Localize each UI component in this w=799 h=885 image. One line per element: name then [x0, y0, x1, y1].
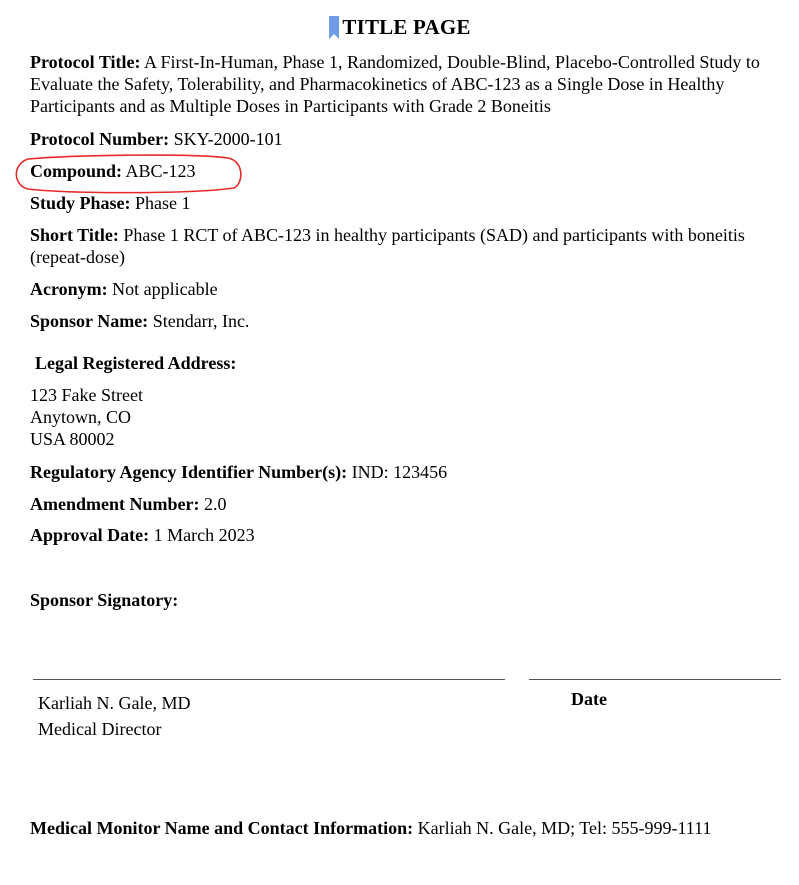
annotation-circle [12, 153, 244, 197]
address-line-2: Anytown, CO [30, 407, 132, 427]
compound-label: Compound: [30, 161, 123, 181]
regulatory-id-field [30, 461, 780, 483]
sponsor-signatory-field [30, 589, 780, 611]
page-title: TITLE PAGE [342, 15, 471, 39]
sponsor-signatory-label: Sponsor Signatory: [30, 590, 179, 610]
approval-date-value: 1 March 2023 [153, 525, 255, 545]
signature-line [33, 679, 505, 680]
study-phase-field [30, 192, 780, 214]
medical-monitor-label: Medical Monitor Name and Contact Information: [30, 818, 414, 838]
approval-date-label: Approval Date: [30, 525, 150, 545]
approval-date-field [30, 524, 780, 546]
regulatory-id-value: IND: 123456 [351, 462, 448, 482]
acronym-field [30, 278, 780, 300]
medical-monitor-value: Karliah N. Gale, MD; Tel: 555-999-1111 [417, 818, 712, 838]
short-title-value: Phase 1 RCT of ABC-123 in healthy participants (SAD) and participants with boneitis (repeat-dose) [30, 225, 745, 267]
medical-monitor-field [30, 817, 790, 839]
amendment-number-field [30, 493, 780, 515]
signatory-name: Karliah N. Gale, MD [38, 693, 191, 713]
date-label: Date [571, 689, 607, 709]
short-title-field [30, 224, 780, 268]
sponsor-name-field [30, 310, 780, 332]
study-phase-label: Study Phase: [30, 193, 131, 213]
amendment-number-label: Amendment Number: [30, 494, 200, 514]
protocol-number-field [30, 128, 780, 150]
compound-value: ABC-123 [125, 161, 196, 181]
short-title-label: Short Title: [30, 225, 119, 245]
date-line [529, 679, 781, 680]
protocol-title-field [30, 51, 780, 117]
address-line-3: USA 80002 [30, 429, 115, 449]
protocol-number-label: Protocol Number: [30, 129, 170, 149]
acronym-label: Acronym: [30, 279, 108, 299]
legal-address-label: Legal Registered Address: [35, 353, 237, 373]
sponsor-name-value: Stendarr, Inc. [152, 311, 250, 331]
amendment-number-value: 2.0 [203, 494, 227, 514]
regulatory-id-label: Regulatory Agency Identifier Number(s): [30, 462, 348, 482]
study-phase-value: Phase 1 [135, 193, 191, 213]
signatory-role: Medical Director [38, 719, 162, 739]
address-line-1: 123 Fake Street [30, 385, 143, 405]
legal-address-heading [35, 352, 785, 374]
protocol-title-label: Protocol Title: [30, 52, 141, 72]
bookmark-icon[interactable] [328, 16, 340, 40]
protocol-number-value: SKY-2000-101 [173, 129, 283, 149]
sponsor-name-label: Sponsor Name: [30, 311, 149, 331]
title-header [0, 15, 799, 45]
protocol-title-value: A First-In-Human, Phase 1, Randomized, Double-Blind, Placebo-Controlled Study to Evaluate the Safety, Tolerability, and Pharmacokinetics of ABC-123 as a Single Dose in Healthy Participants and as Multiple Doses in Participants with Grade 2 Boneitis [30, 52, 760, 116]
acronym-value: Not applicable [112, 279, 218, 299]
